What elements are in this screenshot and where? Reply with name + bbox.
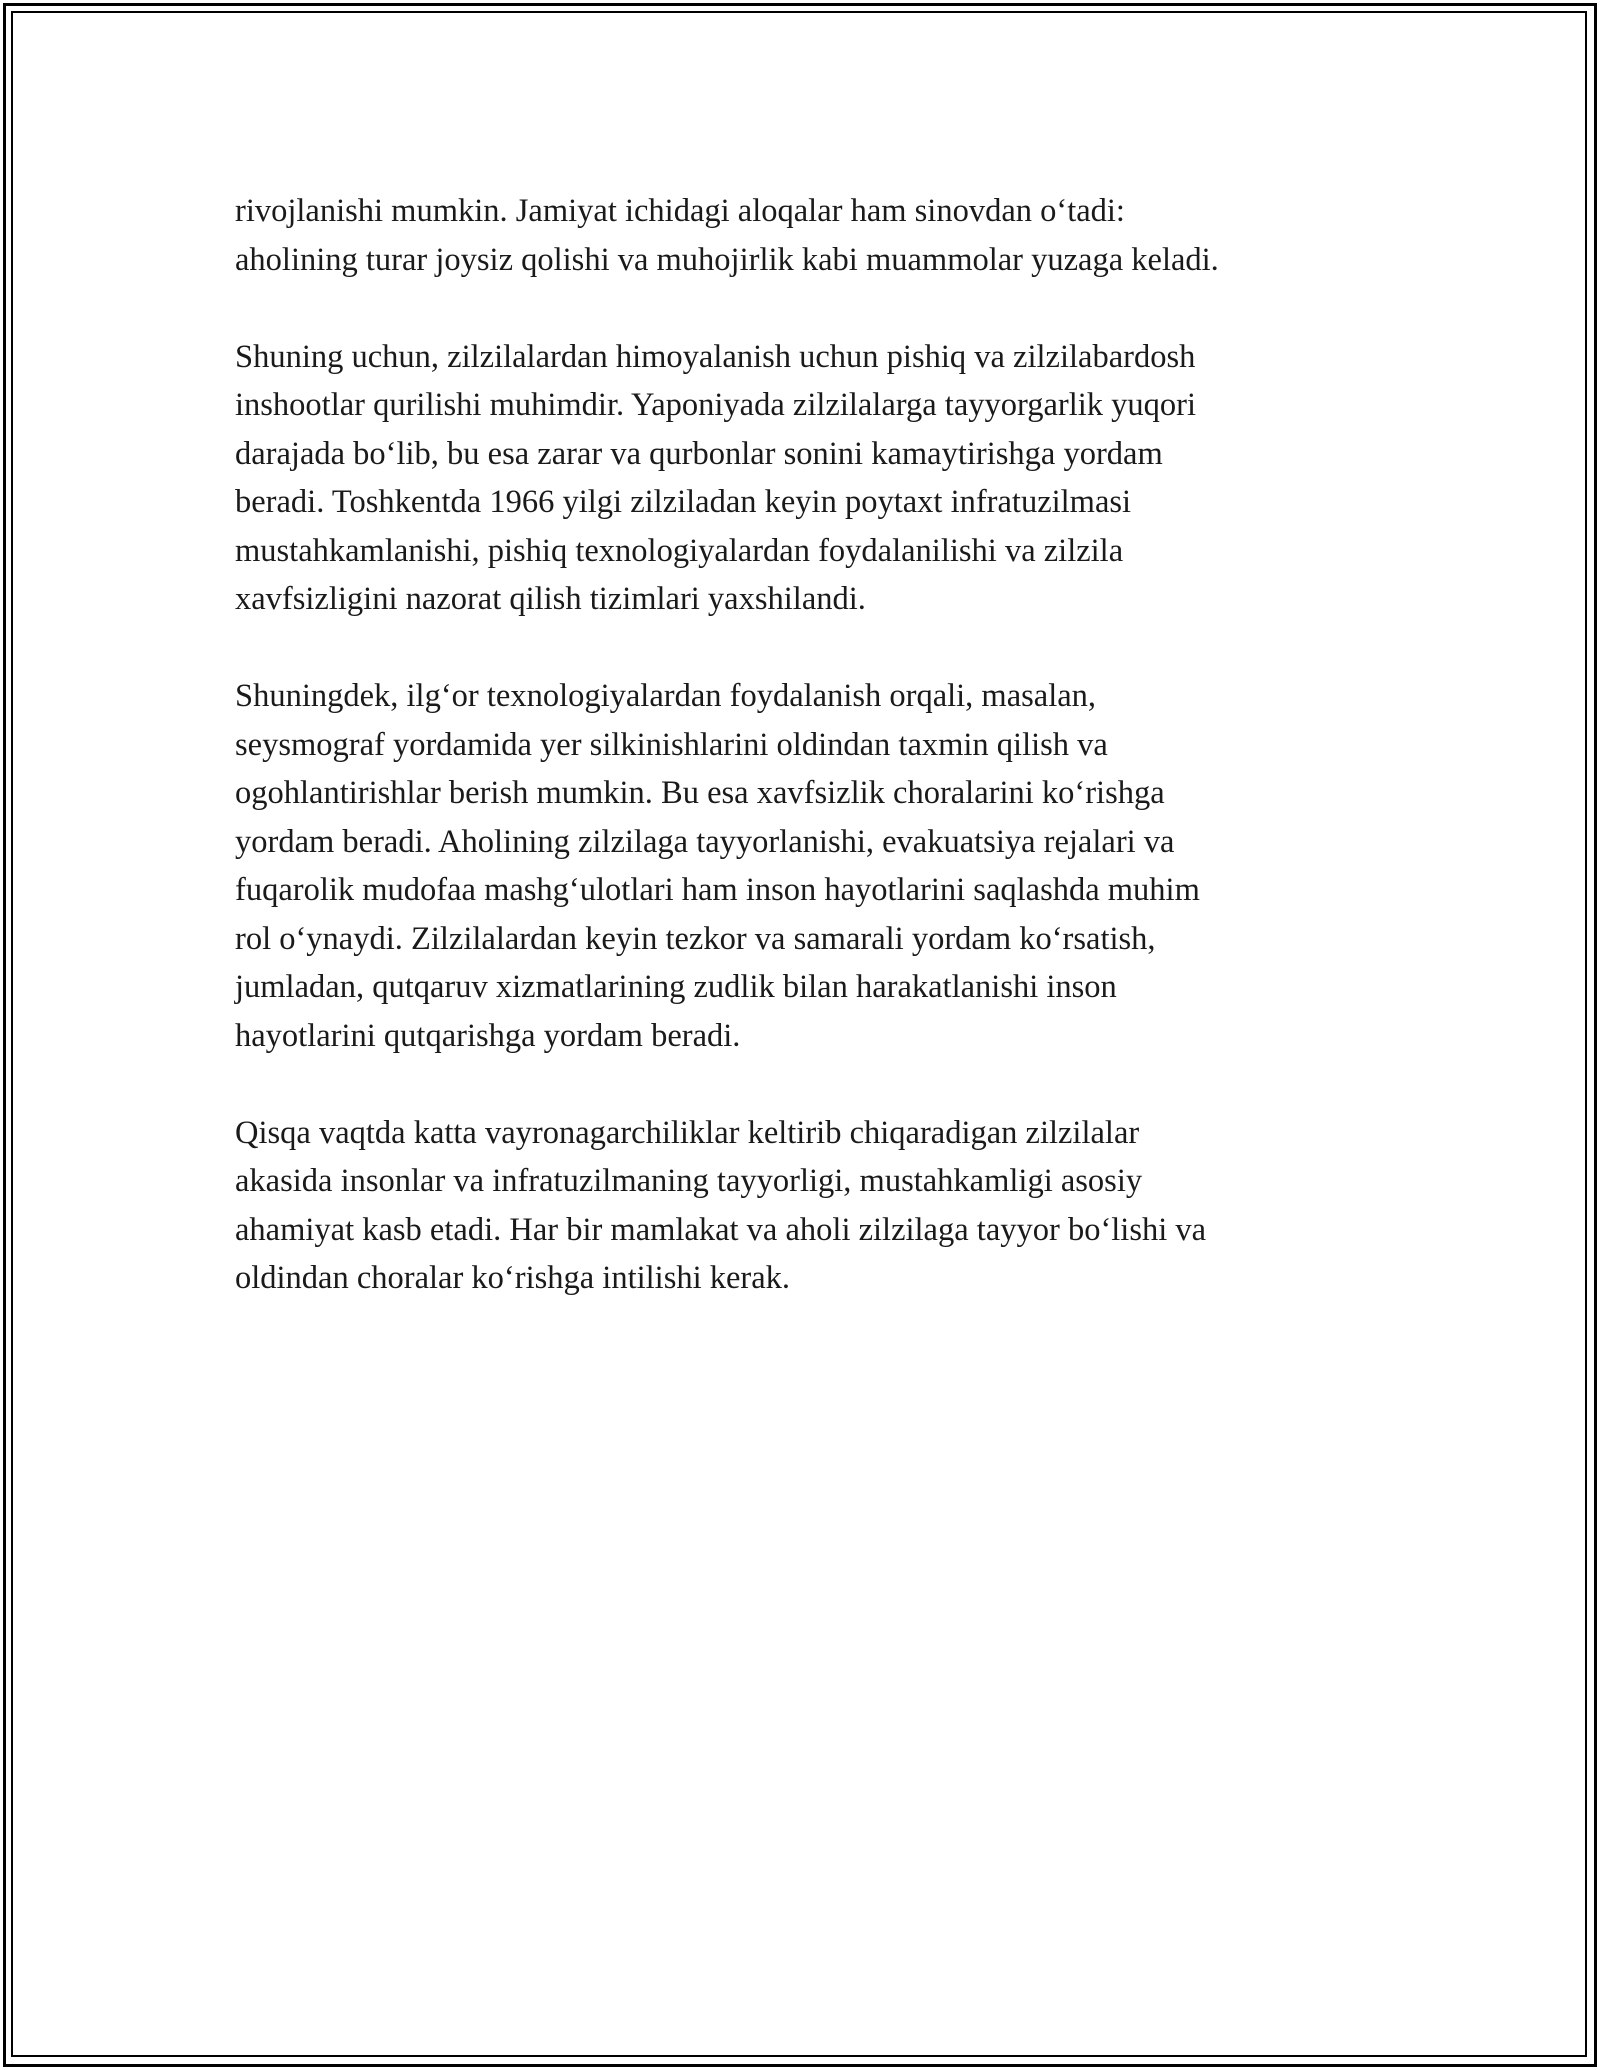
text-line: inshootlar qurilishi muhimdir. Yaponiyada zilzilalarga tayyorgarlik yuqori (235, 387, 1197, 423)
text-line: fuqarolik mudofaa mashg‘ulotlari ham inson hayotlarini saqlashda muhim (235, 872, 1200, 908)
text-line: aholining turar joysiz qolishi va muhojirlik kabi muammolar yuzaga keladi. (235, 241, 1219, 278)
text-line: mustahkamlanishi, pishiq texnologiyalardan foydalanilishi va zilzila (235, 532, 1124, 569)
text-line: seysmograf yordamida yer silkinishlarini oldindan taxmin qilish va (235, 726, 1108, 763)
document-body (235, 187, 1375, 1351)
text-line: darajada bo‘lib, bu esa zarar va qurbonlar sonini kamaytirishga yordam (235, 435, 1163, 472)
text-line: jumladan, qutqaruv xizmatlarining zudlik bilan harakatlanishi inson (235, 969, 1117, 1005)
text-line: hayotlarini qutqarishga yordam beradi. (235, 1017, 741, 1054)
text-line: yordam beradi. Aholining zilzilaga tayyorlanishi, evakuatsiya rejalari va (235, 823, 1175, 860)
text-line: xavfsizligini nazorat qilish tizimlari yaxshilandi. (235, 581, 866, 617)
text-line: Shuningdek, ilg‘or texnologiyalardan foydalanish orqali, masalan, (235, 678, 1097, 714)
paragraph-2 (235, 333, 1375, 624)
paragraph-4 (235, 1109, 1375, 1303)
paragraph-3 (235, 672, 1375, 1060)
text-line: akasida insonlar va infratuzilmaning tayyorligi, mustahkamligi asosiy (235, 1163, 1143, 1199)
text-line: beradi. Toshkentda 1966 yilgi zilziladan keyin poytaxt infratuzilmasi (235, 484, 1132, 520)
text-line: oldindan choralar ko‘rishga intilishi kerak. (235, 1260, 791, 1296)
text-line: rivojlanishi mumkin. Jamiyat ichidagi aloqalar ham sinovdan o‘tadi: (235, 193, 1125, 229)
text-line: rol o‘ynaydi. Zilzilalardan keyin tezkor va samarali yordam ko‘rsatish, (235, 920, 1156, 957)
text-line: Qisqa vaqtda katta vayronagarchiliklar keltirib chiqaradigan zilzilalar (235, 1114, 1140, 1151)
text-line: ahamiyat kasb etadi. Har bir mamlakat va aholi zilzilaga tayyor bo‘lishi va (235, 1211, 1207, 1248)
paragraph-1 (235, 187, 1375, 284)
text-line: Shuning uchun, zilzilalardan himoyalanish uchun pishiq va zilzilabardosh (235, 338, 1196, 375)
text-line: ogohlantirishlar berish mumkin. Bu esa xavfsizlik choralarini ko‘rishga (235, 775, 1165, 811)
